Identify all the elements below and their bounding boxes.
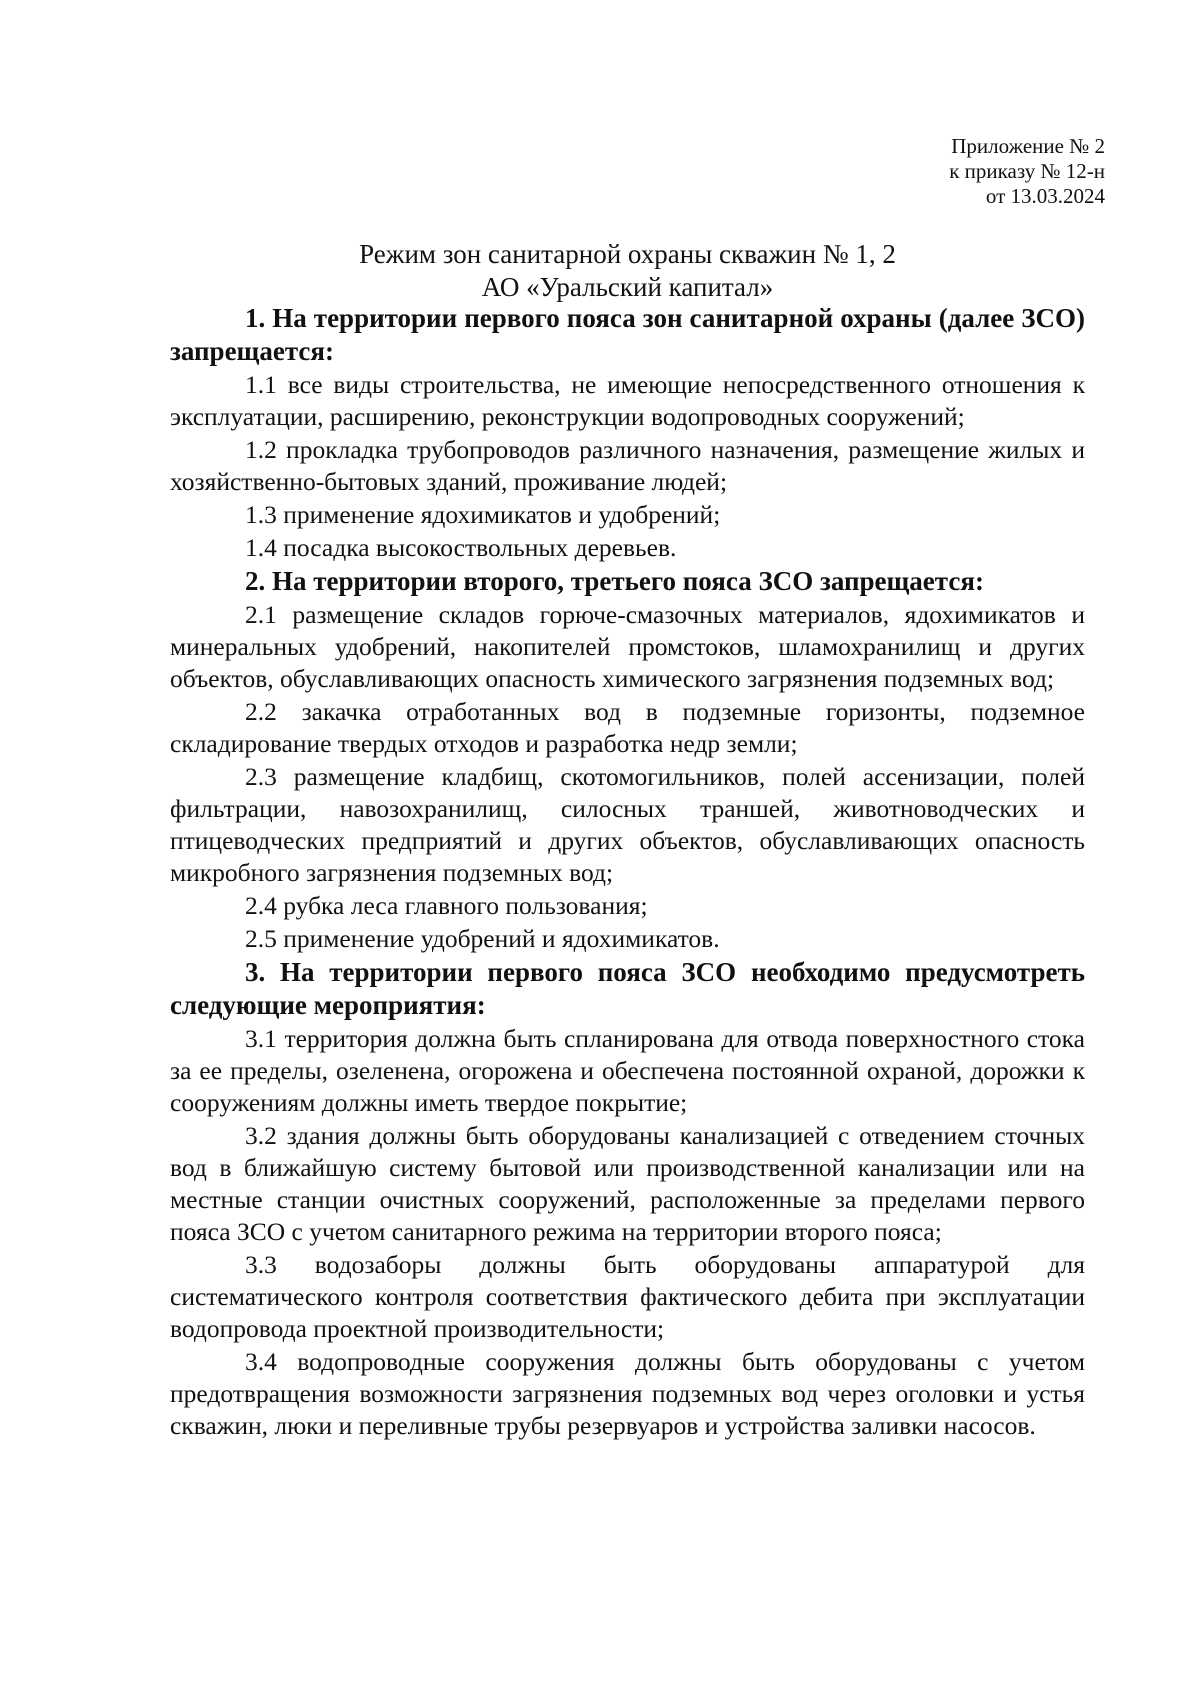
section-1-item-1: 1.1 все виды строительства, не имеющие непосредственного отношения к эксплуатации, расширению, реконструкции водопроводных сооружений; <box>170 370 1085 431</box>
title-line-2: АО «Уральский капитал» <box>481 272 774 302</box>
document-body <box>170 302 1085 1443</box>
section-1-item-3: 1.3 применение ядохимикатов и удобрений; <box>245 500 721 529</box>
section-2-item-5: 2.5 применение удобрений и ядохимикатов. <box>245 924 720 953</box>
section-3-item-1: 3.1 территория должна быть спланирована для отвода поверхностного стока за ее пределы, озеленена, огорожена и обеспечена постоянной охраной, дорожки к сооружениям должны иметь твердое покрытие; <box>170 1024 1085 1117</box>
section-2-heading: 2. На территории второго, третьего пояса ЗСО запрещается: <box>245 566 984 596</box>
annex-date: от 13.03.2024 <box>985 184 1105 208</box>
section-2-item-1: 2.1 размещение складов горюче-смазочных материалов, ядохимикатов и минеральных удобрений, накопителей промстоков, шламохранилищ и других объектов, обуславливающих опасность химического загрязнения подземных вод; <box>170 600 1085 693</box>
annex-order-reference: к приказу № 12-н <box>949 159 1105 183</box>
annex-reference <box>949 134 1105 209</box>
section-3-item-3: 3.3 водозаборы должны быть оборудованы аппаратурой для систематического контроля соответствия фактического дебита при эксплуатации водопровода проектной производительности; <box>170 1250 1085 1343</box>
section-1-heading: 1. На территории первого пояса зон санитарной охраны (далее ЗСО) запрещается: <box>170 303 1085 366</box>
section-3-heading: 3. На территории первого пояса ЗСО необходимо предусмотреть следующие мероприятия: <box>170 957 1085 1020</box>
section-2-item-4: 2.4 рубка леса главного пользования; <box>245 891 648 920</box>
annex-number: Приложение № 2 <box>951 134 1105 158</box>
title-line-1: Режим зон санитарной охраны скважин № 1, 2 <box>359 239 896 269</box>
section-1-item-4: 1.4 посадка высокоствольных деревьев. <box>245 533 677 562</box>
section-2-item-2: 2.2 закачка отработанных вод в подземные горизонты, подземное складирование твердых отходов и разработка недр земли; <box>170 697 1085 758</box>
section-3-item-4: 3.4 водопроводные сооружения должны быть оборудованы с учетом предотвращения возможности загрязнения подземных вод через оголовки и устья скважин, люки и переливные трубы резервуаров и устройства заливки насосов. <box>170 1347 1085 1440</box>
section-3-item-2: 3.2 здания должны быть оборудованы канализацией с отведением сточных вод в ближайшую систему бытовой или производственной канализации или на местные станции очистных сооружений, расположенные за пределами первого пояса ЗСО с учетом санитарного режима на территории второго пояса; <box>170 1121 1085 1246</box>
section-1-item-2: 1.2 прокладка трубопроводов различного назначения, размещение жилых и хозяйственно-бытовых зданий, проживание людей; <box>170 435 1085 496</box>
document-title <box>170 238 1085 304</box>
section-2-item-3: 2.3 размещение кладбищ, скотомогильников, полей ассенизации, полей фильтрации, навозохранилищ, силосных траншей, животноводческих и птицеводческих предприятий и других объектов, обуславливающих опасность микробного загрязнения подземных вод; <box>170 762 1085 887</box>
